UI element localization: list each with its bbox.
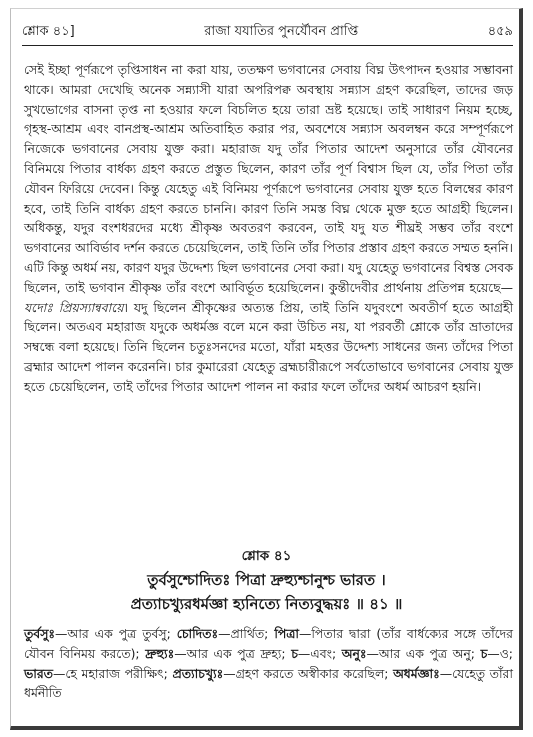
header-rule [22,45,513,46]
synonym-word: প্রত্যাচখ্যুঃ [172,665,224,681]
synonym-word: চোদিতঃ [176,626,219,641]
purport-text [24,60,513,397]
synonym-word: চ [291,645,298,661]
synonym-word: দ্রুহ্যুঃ [145,645,175,661]
page-header [22,22,513,43]
synonym-meaning: —হে মহারাজ পরীক্ষিৎ; [52,665,168,681]
verse-line-2: প্রত্যাচখ্যুরধর্মজ্ঞা হ্যনিত্যে নিত্যবুদ্ধয়ঃ ॥ ৪১ ॥ [130,595,403,613]
page-number: ৪৫৯ [487,24,513,39]
purport-quote: যদোঃ প্রিয়স্যান্ববায়ে [24,299,124,315]
purport-part-1: সেই ইচ্ছা পূর্ণরূপে তৃপ্তিসাধন না করা যায়, ততক্ষণ ভগবানের সেবায় বিঘ্ন উৎপাদন হওয়ার সম্ভাবনা থাকে। আমরা দেখেছি অনেক সন্ন্যাসী যারা অপরিপক্ব অবস্থায় সন্ন্যাস গ্রহণ করেছিল, তাদের জড় সুখভোগের বাসনা তৃপ্ত না হওয়ার ফলে বিচলিত হয়ে তারা ভ্রষ্ট হয়েছে। তাই সাধারণ নিয়ম হচ্ছে, গৃহস্থ-আশ্রম এবং বানপ্রস্থ-আশ্রম অতিবাহিত করার পর, অবশেষে সন্ন্যাস অবলম্বন করে সম্পূর্ণরূপে নিজেকে ভগবানের সেবায় যুক্ত করা। মহারাজ যদু তাঁর পিতার আদেশ অনুসারে তাঁর যৌবনের বিনিময়ে পিতার বার্ধক্য গ্রহণ করতে প্রস্তুত ছিলেন, কারণ তাঁর পূর্ণ বিশ্বাস ছিল যে, তাঁর পিতা তাঁর যৌবন ফিরিয়ে দেবেন। কিন্তু যেহেতু এই বিনিময় পূর্ণরূপে ভগবানের সেবায় যুক্ত হতে বিলম্বের কারণ হবে, তাই তিনি বার্ধক্য গ্রহণ করতে চাননি। কারণ তিনি সমস্ত বিঘ্ন থেকে মুক্ত হতে আগ্রহী ছিলেন। অধিকন্তু, যদুর বংশধরদের মধ্যে শ্রীকৃষ্ণ অবতরণ করবেন, তাই যদু যত শীঘ্রই সম্ভব তাঁর বংশে ভগবানের আবির্ভাব দর্শন করতে চেয়েছিলেন, তাই তিনি তাঁর পিতার প্রস্তাব গ্রহণ করতে সম্মত হননি। এটি কিন্তু অধর্ম নয়, কারণ যদুর উদ্দেশ্য ছিল ভগবানের সেবা করা। যদু যেহেতু ভগবানের বিশ্বস্ত সেবক ছিলেন, তাই ভগবান শ্রীকৃষ্ণ তাঁর বংশে আবির্ভূত হয়েছিলেন। কুন্তীদেবীর প্রার্থনায় প্রতিপন্ন হয়েছে— [24,62,513,295]
verse-label: শ্লোক ৪১ [241,548,292,564]
synonym-word: অধর্মজ্ঞাঃ [393,665,440,681]
synonym-meaning: —আর এক পুত্র তুর্বসু; [55,626,171,641]
synonyms [24,624,513,703]
synonym-word: চ [480,645,488,661]
synonym-meaning: —আর এক পুত্র অনু; [366,645,475,661]
synonym-word: অনুঃ [341,645,367,661]
purport-part-2: । যদু ছিলেন শ্রীকৃষ্ণের অত্যন্ত প্রিয়, তাই তিনি যদুবংশে অবতীর্ণ হতে আগ্রহী ছিলেন। অতএব মহারাজ যদুকে অধর্মজ্ঞ বলে মনে করা উচিত নয়, যা পরবর্তী শ্লোকে তাঁর ভ্রাতাদের সম্বন্ধে বলা হয়েছে। তিনি ছিলেন চতুঃসনদের মতো, যাঁরা মহত্তর উদ্দেশ্য সাধনের জন্য তাঁদের পিতা ব্রহ্মার আদেশ পালন করেননি। চার কুমারেরা যেহেতু ব্রহ্মচারীরূপে সর্বতোভাবে ভগবানের সেবায় যুক্ত হতে চেয়েছিলেন, তাই তাঁদের পিতার আদেশ পালন না করার ফলে তাঁদের অধর্ম আচরণ হয়নি। [24,299,513,394]
synonym-word: পিত্রা [274,626,299,641]
synonym-word: ভারত [24,665,53,681]
verse-line-1: তুর্বসুশ্চোদিতঃ পিত্রা দ্রুহ্যুশ্চানুশ্চ ভারত । [147,571,386,589]
synonym-meaning: —আর এক পুত্র দ্রুহ্য; [174,645,286,661]
synonym-meaning: —যেহেতু তাঁরা ধর্মনীতি [24,665,513,701]
synonym-meaning: —প্রার্থিত; [218,626,269,641]
synonym-meaning: —এবং; [297,645,337,661]
synonym-meaning: —গ্রহণ করতে অস্বীকার করেছিল; [223,665,389,681]
purport-paragraph [24,60,513,397]
synonym-meaning: —ও; [487,645,513,661]
chapter-title: রাজা যযাতির পুনর্যৌবন প্রাপ্তি [204,24,359,39]
verse-text [0,568,533,616]
synonym-meaning: —পিতার দ্বারা (তাঁর বার্ধক্যের সঙ্গে তাঁদের যৌবন বিনিময় করতে); [24,626,513,661]
verse-reference: শ্লোক ৪১] [22,24,75,39]
synonym-word: তুর্বসুঃ [24,626,55,641]
